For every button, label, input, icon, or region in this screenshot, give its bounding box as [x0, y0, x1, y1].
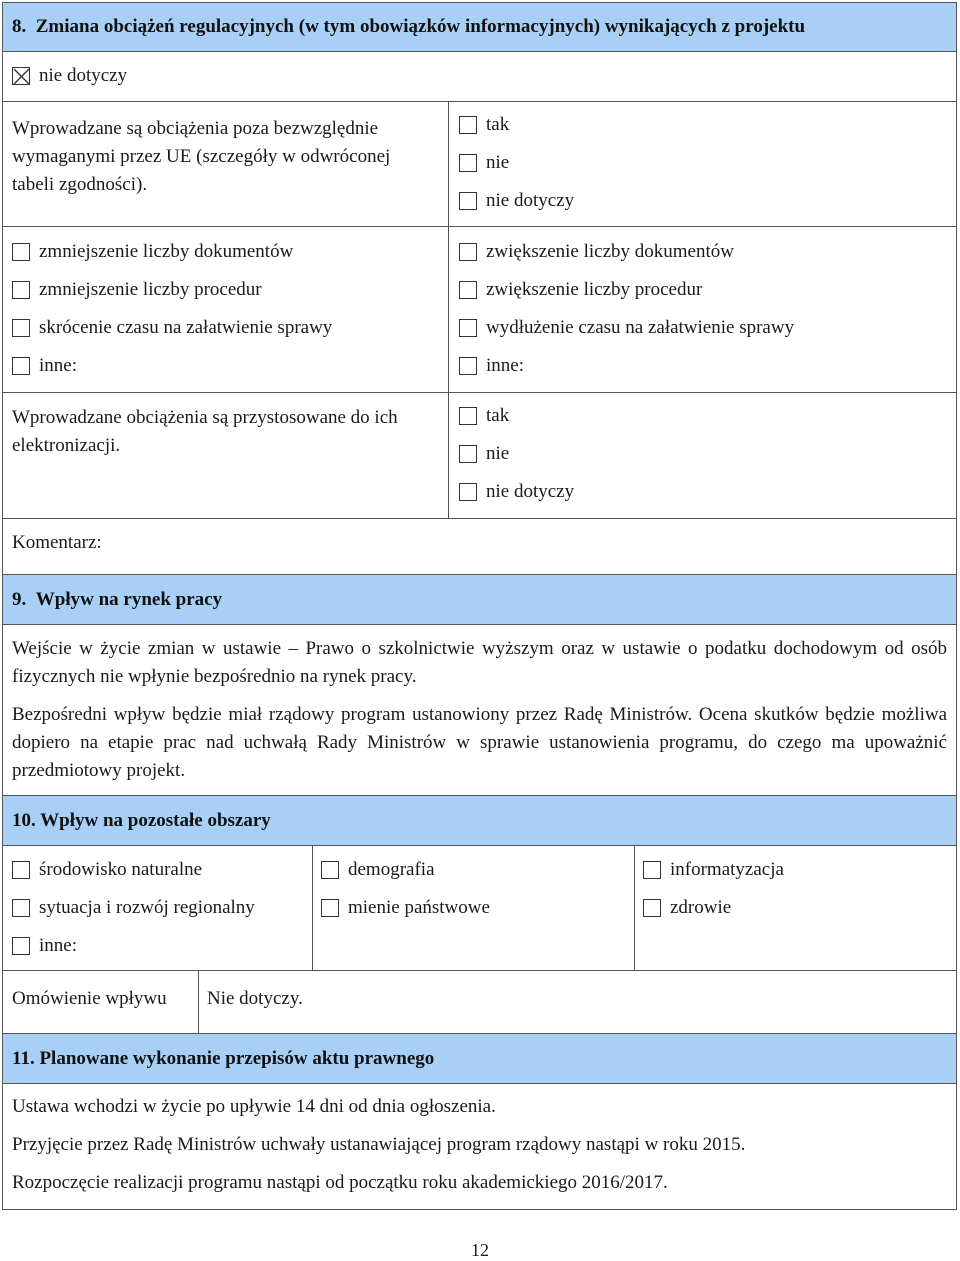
section-11-title: 11. Planowane wykonanie przepisów aktu prawnego	[12, 1047, 435, 1069]
implementation-line-2: Przyjęcie przez Radę Ministrów uchwały ustanawiającej program rządowy nastąpi w roku 2015.	[12, 1134, 746, 1155]
option-increase-documents: zwiększenie liczby dokumentów	[486, 241, 734, 262]
labor-market-paragraph-2: Bezpośredni wpływ będzie miał rządowy program ustanowiony przez Radę Ministrów. Ocena skutków będzie możliwa dopiero na etapie prac nad uchwałą Rady Ministrów w sprawie ustanowienia programu, do czego ma upoważnić przedmiotowy projekt.	[12, 704, 947, 781]
section-10-header	[2, 796, 957, 846]
assessment-form	[2, 2, 957, 1210]
checkbox-icon[interactable]	[459, 192, 477, 210]
checkbox-icon[interactable]	[12, 243, 30, 261]
checkbox-icon[interactable]	[459, 319, 477, 337]
option-other-left: inne:	[39, 355, 77, 376]
section-11-header	[2, 1034, 957, 1084]
section-9-header	[2, 575, 957, 625]
checkbox-icon[interactable]	[459, 357, 477, 375]
option-nie-dotyczy: nie dotyczy	[486, 481, 575, 502]
checkbox-icon[interactable]	[12, 899, 30, 917]
implementation-line-3: Rozpoczęcie realizacji programu nastąpi od początku roku akademickiego 2016/2017.	[12, 1172, 668, 1193]
section-8-burden-options-row	[2, 227, 957, 393]
checkbox-icon[interactable]	[321, 861, 339, 879]
checked-checkbox-icon[interactable]	[12, 67, 30, 85]
question-1-text: Wprowadzane są obciążenia poza bezwzględnie wymaganymi przez UE (szczegóły w odwróconej tabeli zgodności).	[12, 118, 391, 195]
option-state-property: mienie państwowe	[348, 897, 490, 918]
checkbox-icon[interactable]	[643, 861, 661, 879]
option-other: inne:	[39, 935, 77, 956]
option-informatization: informatyzacja	[670, 859, 784, 880]
option-shorten-time: skrócenie czasu na załatwienie sprawy	[39, 317, 333, 338]
not-applicable-label: nie dotyczy	[39, 65, 128, 86]
checkbox-icon[interactable]	[12, 319, 30, 337]
option-nie: nie	[486, 443, 510, 464]
option-decrease-procedures: zmniejszenie liczby procedur	[39, 279, 262, 300]
section-8-question-1-row	[2, 102, 957, 227]
option-environment: środowisko naturalne	[39, 859, 203, 880]
option-tak: tak	[486, 405, 510, 426]
checkbox-icon[interactable]	[459, 483, 477, 501]
section-10-areas-row	[2, 846, 957, 971]
section-9-title: 9. Wpływ na rynek pracy	[12, 588, 223, 610]
checkbox-icon[interactable]	[643, 899, 661, 917]
impact-label: Omówienie wpływu	[12, 988, 167, 1009]
section-8-header	[2, 2, 957, 52]
checkbox-icon[interactable]	[12, 861, 30, 879]
checkbox-icon[interactable]	[459, 445, 477, 463]
implementation-line-1: Ustawa wchodzi w życie po upływie 14 dni od dnia ogłoszenia.	[12, 1096, 496, 1117]
section-11-body	[2, 1084, 957, 1210]
section-9-body	[2, 625, 957, 796]
checkbox-icon[interactable]	[459, 407, 477, 425]
checkbox-icon[interactable]	[459, 154, 477, 172]
option-decrease-documents: zmniejszenie liczby dokumentów	[39, 241, 294, 262]
section-10-impact-row	[2, 971, 957, 1034]
option-tak: tak	[486, 114, 510, 135]
section-8-comment-row	[2, 519, 957, 575]
question-2-text: Wprowadzane obciążenia są przystosowane do ich elektronizacji.	[12, 407, 398, 456]
checkbox-icon[interactable]	[459, 116, 477, 134]
option-regional-development: sytuacja i rozwój regionalny	[39, 897, 255, 918]
option-nie: nie	[486, 152, 510, 173]
option-extend-time: wydłużenie czasu na załatwienie sprawy	[486, 317, 795, 338]
section-10-title: 10. Wpływ na pozostałe obszary	[12, 809, 271, 831]
option-demography: demografia	[348, 859, 435, 880]
checkbox-icon[interactable]	[459, 281, 477, 299]
option-health: zdrowie	[670, 897, 732, 918]
labor-market-paragraph-1: Wejście w życie zmian w ustawie – Prawo o szkolnictwie wyższym oraz w ustawie o podatku dochodowym od osób fizycznych nie wpłynie bezpośrednio na rynek pracy.	[12, 638, 947, 687]
option-other-right: inne:	[486, 355, 524, 376]
checkbox-icon[interactable]	[12, 281, 30, 299]
checkbox-icon[interactable]	[12, 357, 30, 375]
option-nie-dotyczy: nie dotyczy	[486, 190, 575, 211]
impact-value: Nie dotyczy.	[207, 988, 303, 1009]
option-increase-procedures: zwiększenie liczby procedur	[486, 279, 703, 300]
checkbox-icon[interactable]	[12, 937, 30, 955]
comment-label: Komentarz:	[12, 532, 102, 553]
checkbox-icon[interactable]	[459, 243, 477, 261]
section-8-title: 8. Zmiana obciążeń regulacyjnych (w tym obowiązków informacyjnych) wynikających z projektu	[12, 16, 806, 37]
section-8-question-2-row	[2, 393, 957, 519]
checkbox-icon[interactable]	[321, 899, 339, 917]
section-8-not-applicable-row	[2, 52, 957, 102]
page-number: 12	[471, 1240, 489, 1260]
